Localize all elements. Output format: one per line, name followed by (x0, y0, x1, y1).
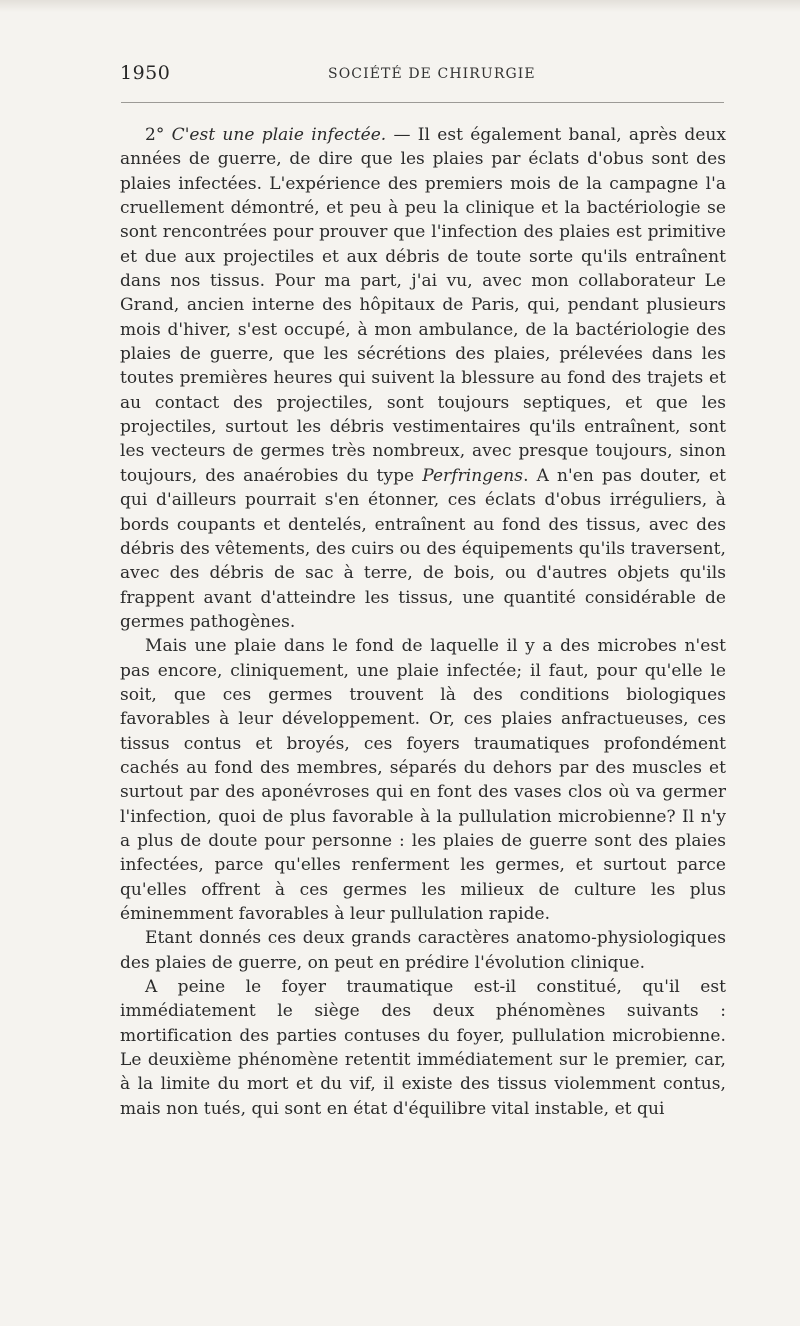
italic-section-title: C'est une plaie infectée. (171, 125, 387, 145)
paragraph-number: 2° (145, 125, 172, 145)
running-head (120, 62, 725, 92)
body-text (120, 123, 726, 1121)
paragraph-text: . A n'en pas douter, et qui d'ailleurs pourrait s'en étonner, ces éclats d'obus irréguliers, à bords coupants et dentelés, entraînent au fond des tissus, avec des débris des vêtements, des cuirs ou des équipements qu'ils traversent, avec des débris de sac à terre, de bois, ou d'autres objets qu'ils frappent avant d'atteindre les tissus, une quantité considérable de germes pathogènes. (120, 465, 726, 632)
italic-term: Perfringens (422, 465, 524, 486)
page-number: 1950 (120, 62, 171, 84)
paragraph-traumatic-focus: A peine le foyer traumatique est-il constitué, qu'il est immédiatement le siège des deux phénomènes suivants : mortification des parties contuses du foyer, pullulation microbienne. Le deuxième phénomène retentit immédiatement sur le premier, car, à la limite du mort et du vif, il existe des tissus violemment contus, mais non tués, qui sont en état d'équilibre vital instable, et qui (120, 977, 726, 1119)
running-title: SOCIÉTÉ DE CHIRURGIE (328, 66, 536, 82)
paragraph-infected-wound (120, 123, 726, 634)
paragraph-microbes: Mais une plaie dans le fond de laquelle il y a des microbes n'est pas encore, cliniquement, une plaie infectée; il faut, pour qu'elle le soit, que ces germes trouvent là des conditions biologiques favorables à leur développement. Or, ces plaies anfractueuses, ces tissus contus et broyés, ces foyers traumatiques profondément cachés au fond des membres, séparés du dehors par des muscles et surtout par des aponévroses qui en font des vases clos où va germer l'infection, quoi de plus favorable à la pullulation microbienne? Il n'y a plus de doute pour personne : les plaies de guerre sont des plaies infectées, parce qu'elles renferment les germes, et surtout parce qu'elles offrent à ces germes les milieux de culture les plus éminemment favorables à leur pullulation rapide. (120, 636, 726, 924)
paragraph-anatomo-physiological: Etant donnés ces deux grands caractères anatomo-physiologiques des plaies de guerre, on peut en prédire l'évolution clinique. (120, 928, 726, 973)
header-rule (121, 102, 724, 103)
paragraph-text: — Il est également banal, après deux années de guerre, de dire que les plaies par éclats d'obus sont des plaies infectées. L'expérience des premiers mois de la campagne l'a cruellement démontré, et peu à peu la clinique et la bactériologie se sont rencontrées pour prouver que l'infection des plaies est primitive et due aux projectiles et aux débris de toute sorte qu'ils entraînent dans nos tissus. Pour ma part, j'ai vu, avec mon collaborateur Le Grand, ancien interne des hôpitaux de Paris, qui, pendant plusieurs mois d'hiver, s'est occupé, à mon ambulance, de la bactériologie des plaies de guerre, que les sécrétions des plaies, prélevées dans les toutes premières heures qui suivent la blessure au fond des trajets et au contact des projectiles, sont toujours septiques, et que les projectiles, surtout les débris vestimentaires qu'ils entraînent, sont les vecteurs de germes très nombreux, avec presque toujours, sinon toujours, des anaérobies du type (120, 125, 726, 486)
page-edge-shading (0, 0, 800, 12)
